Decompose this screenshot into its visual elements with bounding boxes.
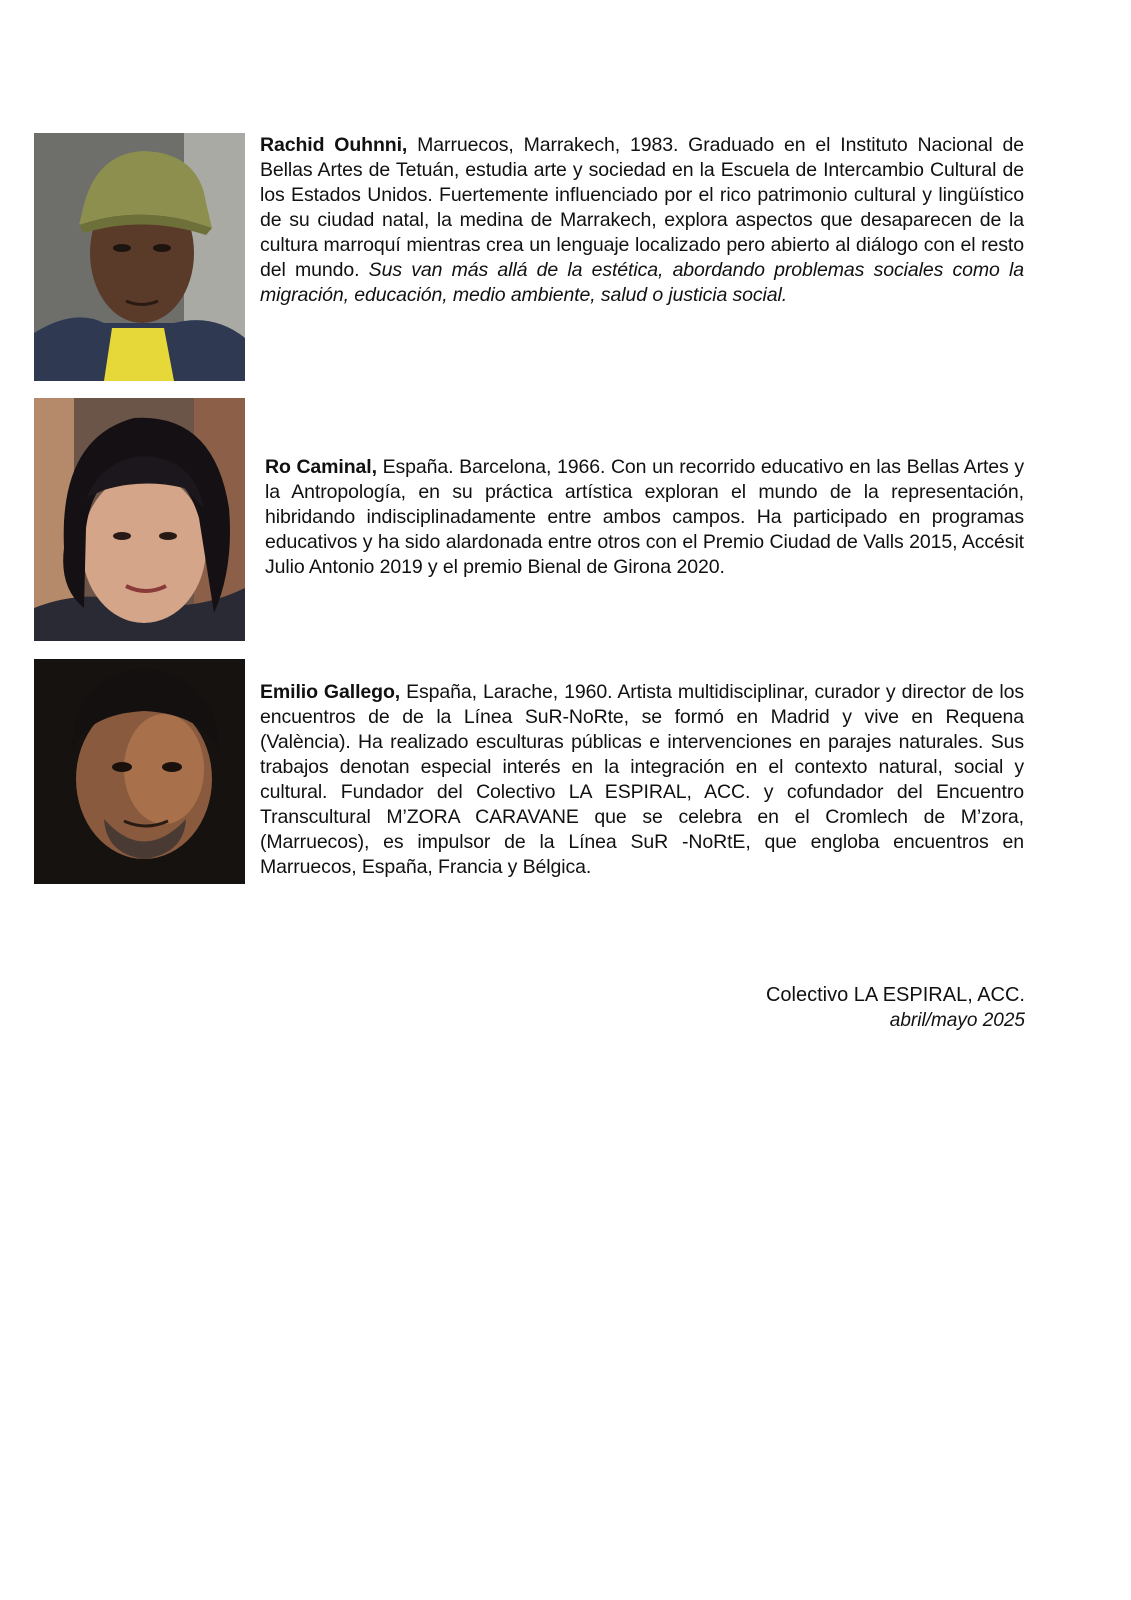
portrait-photo-ro — [34, 398, 245, 641]
bio-text-ro — [265, 455, 1024, 580]
bio-ro-caminal — [34, 398, 1024, 641]
signature-date: abril/mayo 2025 — [889, 1010, 1025, 1031]
bio-name: Rachid Ouhnni, — [260, 134, 408, 156]
portrait-photo-emilio — [34, 659, 245, 884]
bio-body: España, Larache, 1960. Artista multidisciplinar, curador y director de los encuentros de de la Línea SuR-NoRte, se formó en Madrid y vive en Requena (València). Ha realizado esculturas públicas e intervenciones en parajes naturales. Sus trabajos denotan especial interés en la integración en el contexto natural, social y cultural. Fundador del Colectivo LA ESPIRAL, ACC. y cofundador del Encuentro Transcultural M’ZORA CARAVANE que se celebra en el Cromlech de M’zora, (Marruecos), es impulsor de la Línea SuR -NoRtE, que engloba encuentros en Marruecos, España, Francia y Bélgica. — [260, 681, 1024, 878]
bio-text-emilio — [260, 680, 1024, 880]
organization-name: Colectivo LA ESPIRAL, ACC. — [765, 984, 1025, 1006]
signature-block — [766, 982, 1025, 1034]
bio-emilio-gallego — [34, 659, 1024, 884]
bio-rachid-ouhnni — [34, 133, 1024, 381]
bio-body: España. Barcelona, 1966. Con un recorrido educativo en las Bellas Artes y la Antropología, en su práctica artística exploran el mundo de la representación, hibridando indisciplinadamente entre ambos campos. Ha participado en programas educativos y ha sido alardonada entre otros con el Premio Ciudad de Valls 2015, Accésit Julio Antonio 2019 y el premio Bienal de Girona 2020. — [265, 456, 1024, 578]
bio-text-rachid — [260, 133, 1024, 308]
bio-name: Ro Caminal, — [265, 456, 377, 478]
bio-name: Emilio Gallego, — [260, 681, 401, 703]
portrait-photo-rachid — [34, 133, 245, 381]
bio-italic-note: Sus van más allá de la estética, abordando problemas sociales como la migración, educación, medio ambiente, salud o justicia social. — [260, 259, 1024, 306]
bio-body: Marruecos, Marrakech, 1983. Graduado en el Instituto Nacional de Bellas Artes de Tetuán, estudia arte y sociedad en la Escuela de Intercambio Cultural de los Estados Unidos. Fuertemente influenciado por el rico patrimonio cultural y lingüístico de su ciudad natal, la medina de Marrakech, explora aspectos que desaparecen de la cultura marroquí mientras crea un lenguaje localizado pero abierto al diálogo con el resto del mundo. — [260, 134, 1024, 281]
